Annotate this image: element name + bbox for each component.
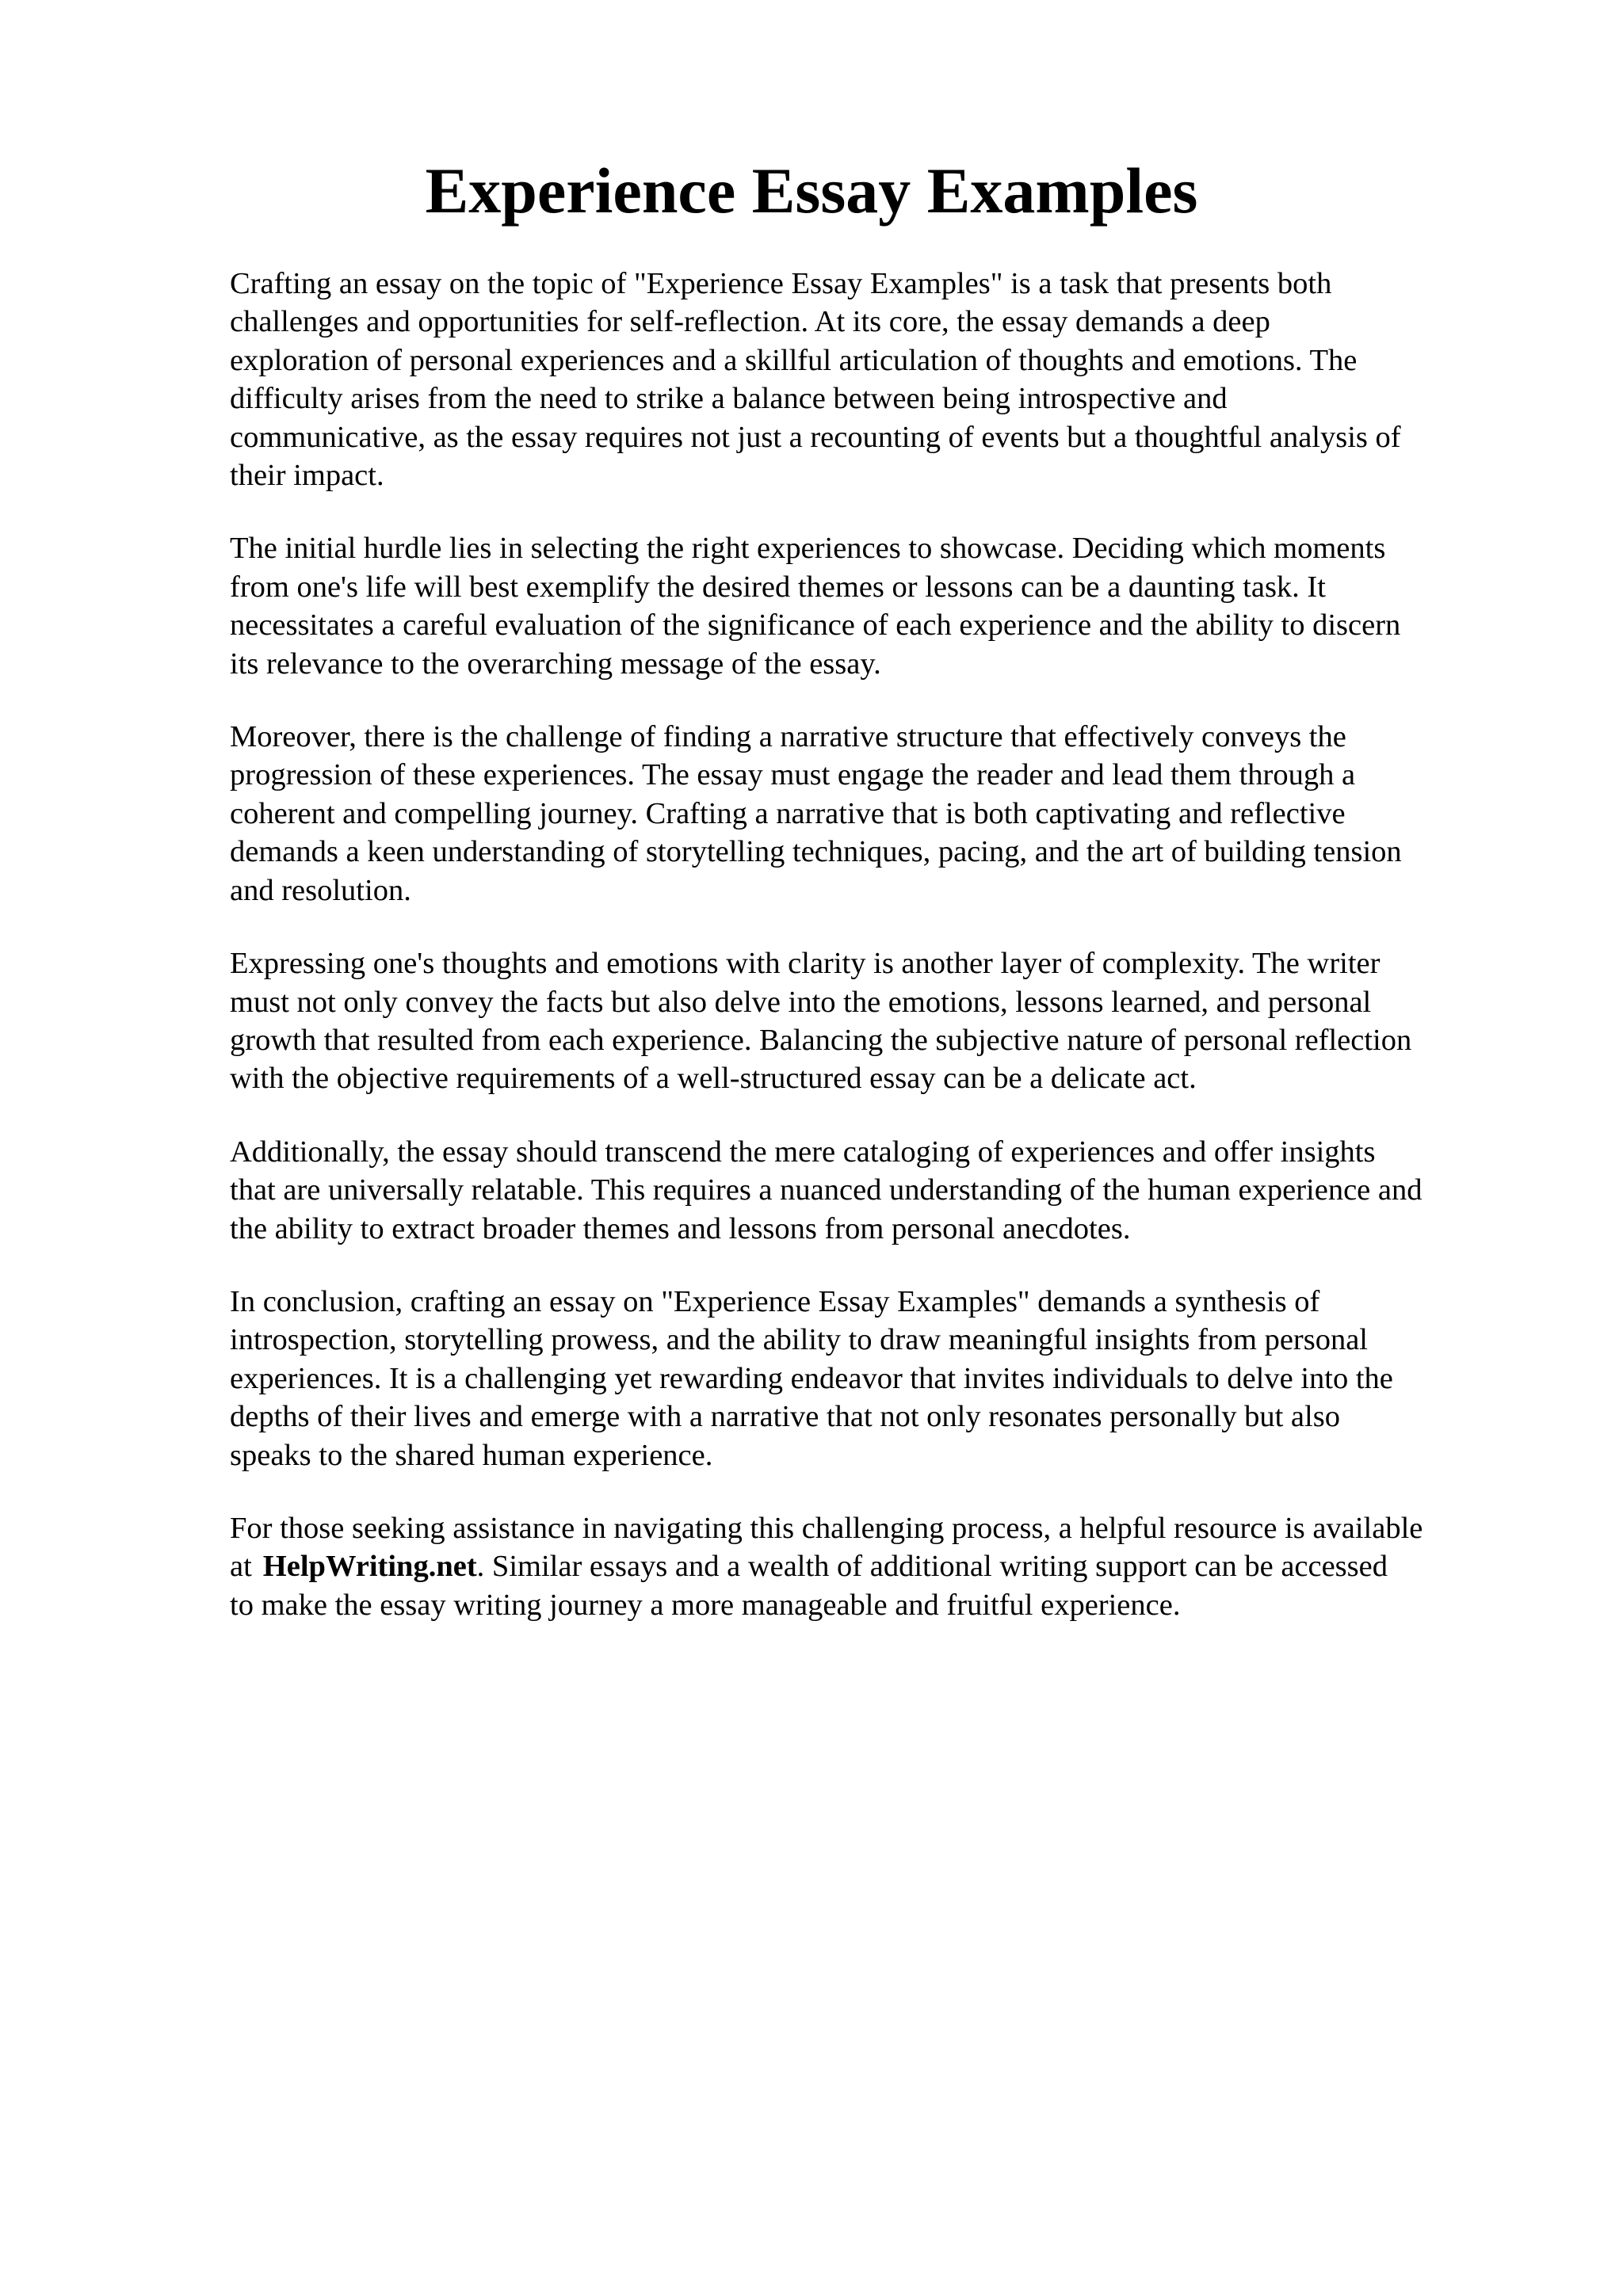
paragraph-4 [230,944,1506,1098]
text-line: exploration of personal experiences and a skillful articulation of thoughts and emotions. The [230,343,1358,377]
closing-paragraph [230,1509,1506,1624]
paragraph-1 [230,265,1506,494]
text-line: Crafting an essay on the topic of "Experience Essay Examples" is a task that presents both [230,267,1332,300]
text-line: that are universally relatable. This requires a nuanced understanding of the human experience and [230,1173,1423,1207]
text-line: must not only convey the facts but also delve into the emotions, lessons learned, and personal [230,985,1372,1019]
text-line: speaks to the shared human experience. [230,1438,713,1472]
paragraph-5 [230,1133,1506,1248]
closing-prefix: at [230,1550,252,1584]
text-line: Moreover, there is the challenge of finding a narrative structure that effectively conveys the [230,720,1346,754]
text-line: growth that resulted from each experience. Balancing the subjective nature of personal reflection [230,1023,1412,1057]
text-line: introspection, storytelling prowess, and the ability to draw meaningful insights from personal [230,1323,1369,1357]
text-line: experiences. It is a challenging yet rewarding endeavor that invites individuals to delve into the [230,1361,1393,1395]
text-line: demands a keen understanding of storytelling techniques, pacing, and the art of building tension [230,835,1402,869]
text-line: necessitates a careful evaluation of the significance of each experience and the ability to discern [230,608,1401,643]
paragraph-2 [230,529,1506,683]
paragraph-3 [230,718,1506,910]
text-line: progression of these experiences. The essay must engage the reader and lead them through a [230,758,1356,792]
text-line: challenges and opportunities for self-reflection. At its core, the essay demands a deep [230,305,1270,339]
text-line: Additionally, the essay should transcend the mere cataloging of experiences and offer insights [230,1135,1376,1169]
text-line: its relevance to the overarching message of the essay. [230,646,881,681]
text-line: with the objective requirements of a well-structured essay can be a delicate act. [230,1062,1197,1096]
paragraph-6 [230,1283,1506,1474]
text-line: The initial hurdle lies in selecting the right experiences to showcase. Deciding which moments [230,532,1386,566]
helpwriting-link[interactable]: HelpWriting.net [262,1550,477,1584]
text-line: from one's life will best exemplify the desired themes or lessons can be a daunting task. It [230,570,1326,604]
text-line: their impact. [230,459,384,493]
text-line: In conclusion, crafting an essay on "Experience Essay Examples" demands a synthesis of [230,1284,1320,1318]
text-line: coherent and compelling journey. Crafting a narrative that is both captivating and reflective [230,796,1346,830]
text-line-with-link [230,1547,1506,1585]
text-line: depths of their lives and emerge with a narrative that not only resonates personally but also [230,1400,1340,1434]
closing-suffix: . Similar essays and a wealth of additional writing support can be accessed [476,1550,1388,1584]
text-line: For those seeking assistance in navigating this challenging process, a helpful resource is available [230,1511,1423,1545]
text-line: communicative, as the essay requires not just a recounting of events but a thoughtful analysis of [230,420,1401,454]
text-line: the ability to extract broader themes and lessons from personal anecdotes. [230,1211,1131,1245]
document-body [230,265,1506,1659]
text-line: Expressing one's thoughts and emotions with clarity is another layer of complexity. The writer [230,947,1381,981]
text-line: to make the essay writing journey a more manageable and fruitful experience. [230,1588,1181,1622]
text-line: and resolution. [230,873,411,907]
document-title: Experience Essay Examples [425,154,1198,227]
text-line: difficulty arises from the need to strike a balance between being introspective and [230,382,1228,416]
